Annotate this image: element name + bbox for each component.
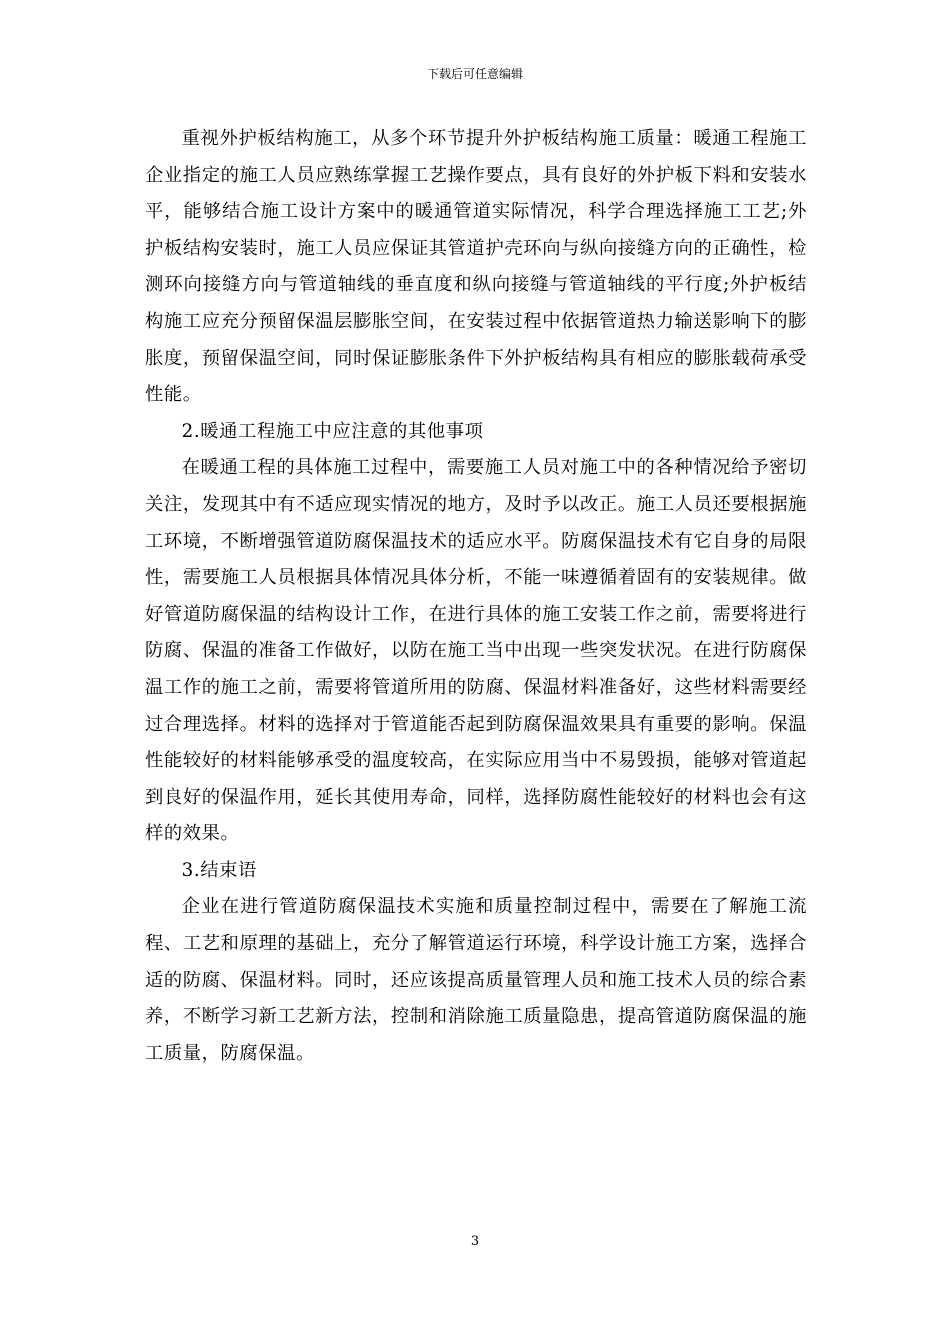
section-heading-3: 3.结束语: [181, 859, 257, 881]
body-paragraph-2: 在暖通工程的具体施工过程中，需要施工人员对施工中的各种情况给予密切关注，发现其中有不适应现实情况的地方，及时予以改正。施工人员还要根据施工环境，不断增强管道防腐保温技术的适应水平。防腐保温技术有它自身的局限性，需要施工人员根据具体情况具体分析，不能一味遵循着固有的安装规律。做好管道防腐保温的结构设计工作，在进行具体的施工安装工作之前，需要将进行防腐、保温的准备工作做好，以防在施工当中出现一些突发状况。在进行防腐保温工作的施工之前，需要将管道所用的防腐、保温材料准备好，这些材料需要经过合理选择。材料的选择对于管道能否起到防腐保温效果具有重要的影响。保温性能较好的材料能够承受的温度较高，在实际应用当中不易毁损，能够对管道起到良好的保温作用，延长其使用寿命，同样，选择防腐性能较好的材料也会有这样的效果。: [145, 457, 807, 845]
body-paragraph-3: 企业在进行管道防腐保温技术实施和质量控制过程中，需要在了解施工流程、工艺和原理的基础上，充分了解管道运行环境，科学设计施工方案，选择合适的防腐、保温材料。同时，还应该提高质量管理人员和施工技术人员的综合素养，不断学习新工艺新方法，控制和消除施工质量隐患，提高管道防腐保温的施工质量，防腐保温。: [145, 896, 807, 1064]
section-heading-2: 2.暖通工程施工中应注意的其他事项: [181, 420, 484, 442]
document-body: [145, 121, 807, 1072]
page-header: 下载后可任意编辑: [426, 67, 523, 81]
body-paragraph-1: 重视外护板结构施工，从多个环节提升外护板结构施工质量：暖通工程施工企业指定的施工人员应熟练掌握工艺操作要点，具有良好的外护板下料和安装水平，能够结合施工设计方案中的暖通管道实际情况，科学合理选择施工工艺;外护板结构安装时，施工人员应保证其管道护壳环向与纵向接缝方向的正确性，检测环向接缝方向与管道轴线的垂直度和纵向接缝与管道轴线的平行度;外护板结构施工应充分预留保温层膨胀空间，在安装过程中依据管道热力输送影响下的膨胀度，预留保温空间，同时保证膨胀条件下外护板结构具有相应的膨胀载荷承受性能。: [145, 128, 807, 406]
page-number: 3: [470, 1234, 480, 1249]
